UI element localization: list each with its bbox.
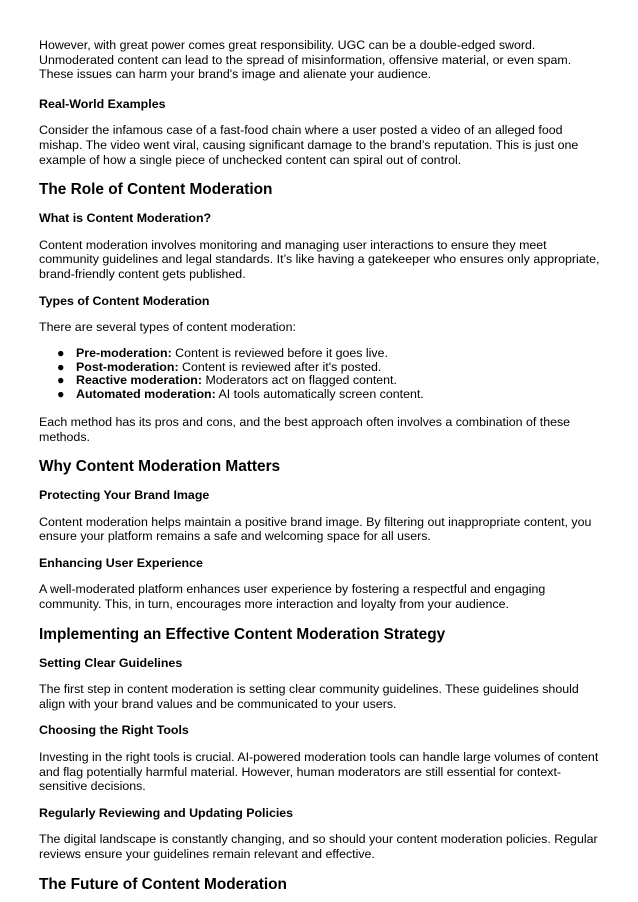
bullet-icon: ●	[57, 387, 65, 402]
setting-clear-guidelines-heading: Setting Clear Guidelines	[39, 655, 183, 670]
bullet-icon: ●	[57, 359, 65, 374]
implementing-strategy-heading: Implementing an Effective Content Moderation Strategy	[39, 625, 446, 643]
enhancing-user-experience-heading: Enhancing User Experience	[39, 555, 203, 570]
list-item-term: Post-moderation:	[76, 359, 179, 374]
list-item	[39, 374, 600, 388]
list-item	[39, 347, 600, 361]
real-world-examples-paragraph: Consider the infamous case of a fast-food chain where a user posted a video of an alleged food mishap. The video went viral, causing significant damage to the brand’s reputation. This is just one example of how a single piece of unchecked content can spiral out of control.	[39, 123, 579, 167]
what-is-content-moderation-heading: What is Content Moderation?	[39, 211, 212, 226]
what-is-content-moderation-paragraph: Content moderation involves monitoring and managing user interactions to ensure they meet community guidelines and legal standards. It’s like having a gatekeeper who ensures only appropriate, brand-friendly content gets published.	[39, 237, 600, 281]
intro-paragraph: However, with great power comes great responsibility. UGC can be a double-edged sword. Unmoderated content can lead to the spread of misinformation, offensive material, or even spam. These issues can harm your brand's image and alienate your audience.	[39, 38, 572, 82]
types-outro-paragraph: Each method has its pros and cons, and the best approach often involves a combination of these methods.	[39, 414, 571, 444]
types-intro-paragraph: There are several types of content moderation:	[39, 320, 296, 335]
types-of-content-moderation-heading: Types of Content Moderation	[39, 293, 210, 308]
list-item-description: Moderators act on flagged content.	[202, 373, 397, 388]
choosing-right-tools-paragraph: Investing in the right tools is crucial. AI-powered moderation tools can handle large volumes of content and flag potentially harmful material. However, human moderators are still essential for context-sensitive decisions.	[39, 750, 599, 794]
list-item	[39, 361, 600, 375]
protecting-brand-image-paragraph: Content moderation helps maintain a positive brand image. By filtering out inappropriate content, you ensure your platform remains a safe and welcoming space for all users.	[39, 514, 592, 544]
list-item-term: Automated moderation:	[76, 387, 216, 402]
bullet-icon: ●	[57, 345, 65, 360]
list-item-term: Pre-moderation:	[76, 345, 172, 360]
protecting-brand-image-heading: Protecting Your Brand Image	[39, 488, 210, 503]
why-content-moderation-matters-heading: Why Content Moderation Matters	[39, 458, 281, 476]
list-item-description: AI tools automatically screen content.	[215, 387, 424, 402]
setting-clear-guidelines-paragraph: The first step in content moderation is setting clear community guidelines. These guidelines should align with your brand values and be communicated to your users.	[39, 682, 579, 711]
list-item-description: Content is reviewed after it's posted.	[178, 359, 382, 374]
list-item-term: Reactive moderation:	[76, 373, 203, 388]
list-item-description: Content is reviewed before it goes live.	[171, 345, 388, 360]
choosing-right-tools-heading: Choosing the Right Tools	[39, 723, 189, 738]
list-item	[39, 388, 600, 402]
enhancing-user-experience-paragraph: A well-moderated platform enhances user experience by fostering a respectful and engaging community. This, in turn, encourages more interaction and loyalty from your audience.	[39, 582, 546, 612]
moderation-types-list	[39, 347, 600, 402]
role-of-content-moderation-heading: The Role of Content Moderation	[39, 181, 273, 199]
future-of-content-moderation-heading: The Future of Content Moderation	[39, 875, 287, 893]
bullet-icon: ●	[57, 373, 65, 388]
real-world-examples-heading: Real-World Examples	[39, 96, 166, 111]
reviewing-policies-heading: Regularly Reviewing and Updating Policies	[39, 805, 294, 820]
reviewing-policies-paragraph: The digital landscape is constantly changing, and so should your content moderation policies. Regular reviews ensure your guidelines remain relevant and effective.	[39, 832, 598, 861]
